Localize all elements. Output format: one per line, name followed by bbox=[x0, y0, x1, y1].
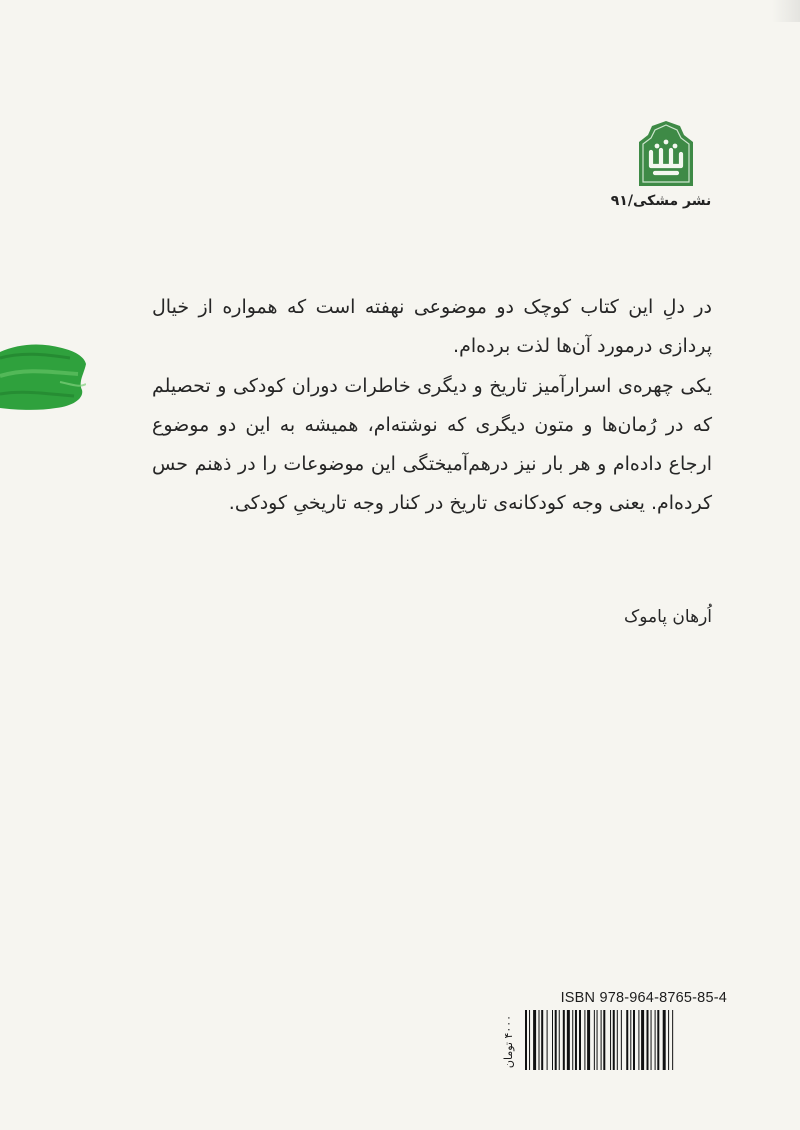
barcode-bar bbox=[638, 1010, 639, 1070]
blurb-text bbox=[152, 288, 712, 524]
barcode-bar bbox=[672, 1010, 673, 1070]
barcode bbox=[523, 1010, 727, 1070]
barcode-bar bbox=[555, 1010, 557, 1070]
barcode-bar bbox=[552, 1010, 553, 1070]
barcode-bar bbox=[559, 1010, 560, 1070]
barcode-bar bbox=[584, 1010, 585, 1070]
barcode-bar bbox=[626, 1010, 628, 1070]
barcode-bar bbox=[668, 1010, 669, 1070]
barcode-bar bbox=[630, 1010, 631, 1070]
barcode-bar bbox=[533, 1010, 536, 1070]
barcode-bar bbox=[657, 1010, 659, 1070]
barcode-bar bbox=[525, 1010, 527, 1070]
barcode-bar bbox=[529, 1010, 530, 1070]
barcode-bar bbox=[651, 1010, 652, 1070]
barcode-bar bbox=[597, 1010, 598, 1070]
barcode-bar bbox=[567, 1010, 570, 1070]
page-edge-shadow bbox=[772, 0, 800, 22]
barcode-bar bbox=[539, 1010, 540, 1070]
barcode-bar bbox=[647, 1010, 649, 1070]
barcode-bar bbox=[563, 1010, 565, 1070]
blurb-paragraph-2: یکی چهره‌ی اسرارآمیز تاریخ و دیگری خاطرات دوران کودکی و تحصیلم که در رُمان‌ها و متون دیگری که نوشته‌ام، همیشه به این دو موضوع ارجاع داده‌ام و هر بار نیز درهم‌آمیختگی این موضوعات را در ذهنم حس کرده‌ام. یعنی وجه کودکانه‌ی تاریخ در کنار وجه تاریخیِ کودکی. bbox=[152, 374, 712, 515]
publisher-logo bbox=[635, 120, 697, 188]
barcode-bar bbox=[587, 1010, 590, 1070]
blurb-paragraph-1: در دلِ این کتاب کوچک دو موضوعی نهفته است که همواره از خیال پردازی درمورد آن‌ها لذت برده‌ام. bbox=[152, 296, 712, 358]
barcode-bar bbox=[633, 1010, 635, 1070]
isbn-number: ISBN 978-964-8765-85-4 bbox=[560, 990, 727, 1006]
barcode-block bbox=[495, 990, 727, 1076]
barcode-bar bbox=[601, 1010, 602, 1070]
green-marker-smear bbox=[0, 338, 86, 414]
barcode-bar bbox=[547, 1010, 548, 1070]
barcode-bar bbox=[641, 1010, 644, 1070]
barcode-bar bbox=[655, 1010, 656, 1070]
barcode-bar bbox=[575, 1010, 577, 1070]
barcode-bar bbox=[541, 1010, 543, 1070]
barcode-bar bbox=[617, 1010, 618, 1070]
price-label bbox=[497, 1008, 521, 1074]
price-text: ۴۰۰۰ تومان bbox=[502, 1014, 516, 1068]
publisher-series-label: نشر مشکی/۹۱ bbox=[610, 193, 712, 209]
barcode-bar bbox=[572, 1010, 573, 1070]
barcode-bar bbox=[613, 1010, 615, 1070]
barcode-bar bbox=[663, 1010, 666, 1070]
barcode-bar bbox=[594, 1010, 595, 1070]
barcode-bar bbox=[603, 1010, 605, 1070]
author-name: اُرهان پاموک bbox=[624, 607, 712, 627]
barcode-bar bbox=[610, 1010, 611, 1070]
barcode-bar bbox=[621, 1010, 622, 1070]
barcode-bar bbox=[579, 1010, 581, 1070]
